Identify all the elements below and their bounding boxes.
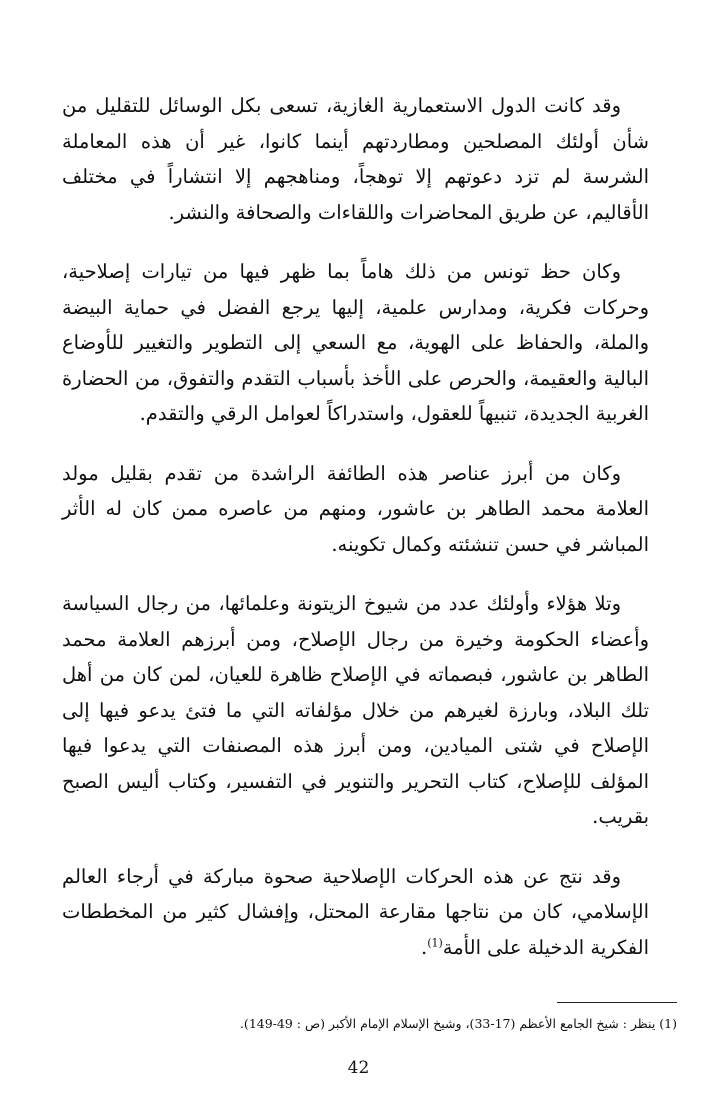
paragraph-3: وكان من أبرز عناصر هذه الطائفة الراشدة من تقدم بقليل مولد العلامة محمد الطاهر بن عاشور، ومنهم من عاصره ممن كان له الأثر المباشر في حسن تنشئته وكمال تكوينه. — [62, 461, 649, 556]
footnote-reference: (1) — [427, 936, 443, 949]
paragraph-5 — [62, 859, 649, 966]
footnote-separator — [557, 1002, 677, 1003]
paragraph-4: وتلا هؤلاء وأولئك عدد من شيوخ الزيتونة وعلمائها، من رجال السياسة وأعضاء الحكومة وخيرة من رجال الإصلاح، ومن أبرزهم العلامة محمد الطاهر بن عاشور، فبصماته في الإصلاح ظاهرة للعيان، لمن كان من أهل تلك البلاد، وبارزة لغيرهم من خلال مؤلفاته التي ما فتئ يدعو فيها إلى الإصلاح في شتى الميادين، ومن أبرز هذه المصنفات التي يدعوا فيها المؤلف للإصلاح، كتاب التحرير والتنوير في التفسير، وكتاب أليس الصبح بقريب. — [62, 592, 649, 828]
paragraph-5-end: . — [420, 935, 428, 959]
paragraph-2: وكان حظ تونس من ذلك هاماً بما ظهر فيها من تيارات إصلاحية، وحركات فكرية، ومدارس علمية، إليها يرجع الفضل في حماية البيضة والملة، والحفاظ على الهوية، مع السعي إلى التطوير والتغيير للأوضاع البالية والعقيمة، والحرص على الأخذ بأسباب التقدم والتفوق، من الحضارة الغربية الجديدة، تنبيهاً للعقول، واستدراكاً لعوامل الرقي والتقدم. — [62, 260, 649, 425]
main-text — [62, 88, 649, 989]
footnote: (1) ينظر : شيخ الجامع الأعظم (17-33)، وشيخ الإسلام الإمام الأكبر (ص : 49-149). — [239, 1016, 677, 1031]
paragraph-1: وقد كانت الدول الاستعمارية الغازية، تسعى بكل الوسائل للتقليل من شأن أولئك المصلحين ومطاردتهم أينما كانوا، غير أن هذه المعاملة الشرسة لم تزد دعوتهم إلا توهجاً، ومناهجهم إلا انتشاراً في مختلف الأقاليم، عن طريق المحاضرات واللقاءات والصحافة والنشر. — [62, 94, 649, 224]
page-number: 42 — [347, 1058, 370, 1078]
paragraph-5-text: وقد نتج عن هذه الحركات الإصلاحية صحوة مباركة في أرجاء العالم الإسلامي، كان من نتاجها مقارعة المحتل، وإفشال كثير من المخططات الفكرية الدخيلة على الأمة — [62, 864, 649, 959]
